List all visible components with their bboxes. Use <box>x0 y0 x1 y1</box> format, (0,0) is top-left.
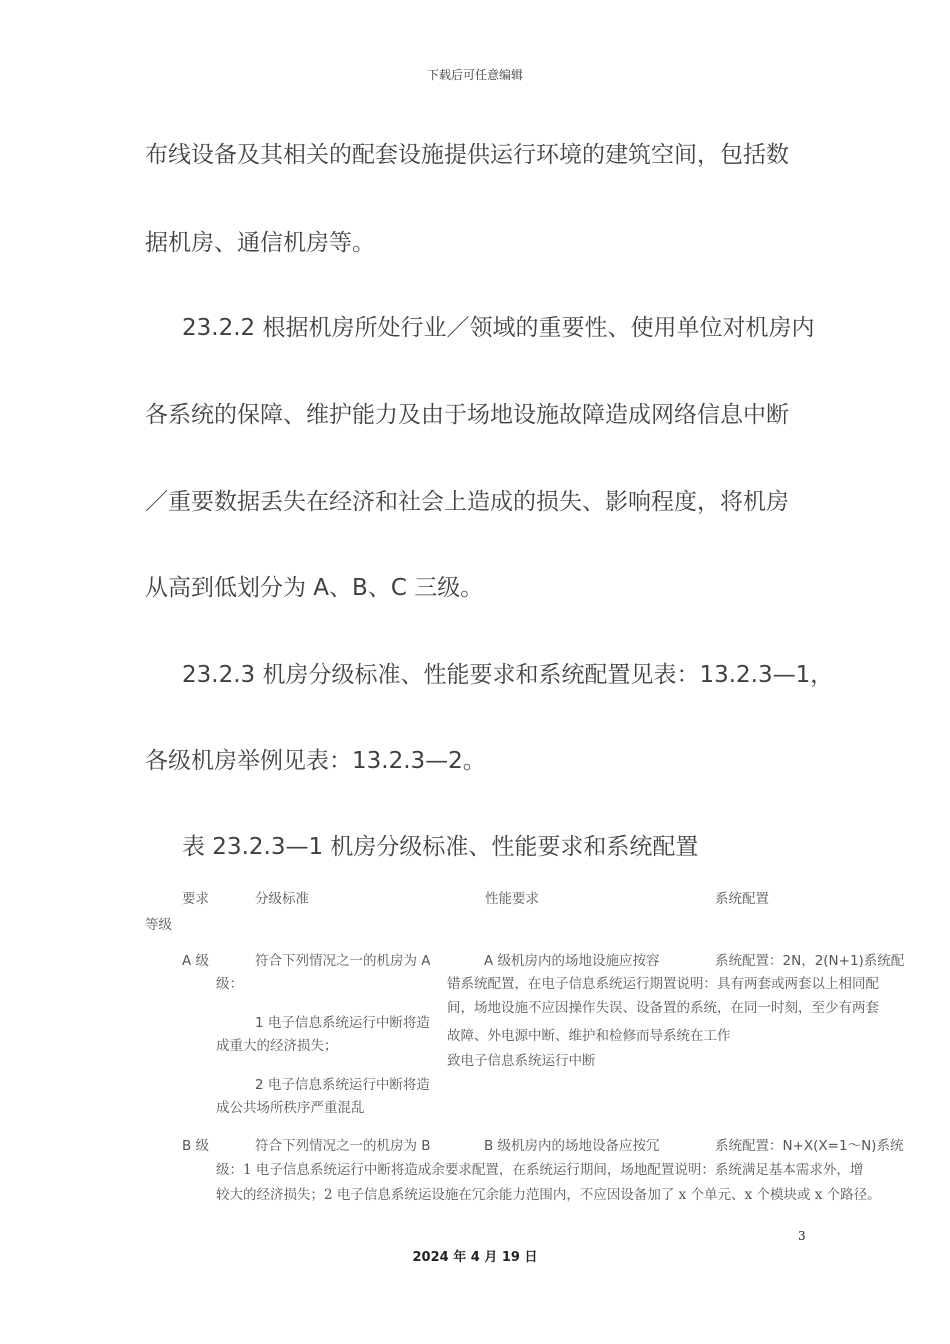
body-paragraph-line: 23.2.3 机房分级标准、性能要求和系统配置见表：13.2.3—1， <box>182 662 834 688</box>
body-paragraph-line: 各级机房举例见表：13.2.3—2。 <box>145 748 486 774</box>
table-corner-grade: 等级 <box>145 917 172 933</box>
footer-date: 2024 年 4 月 19 日 <box>412 1250 538 1265</box>
table-row-a-standard: 1 电子信息系统运行中断将造 <box>255 1015 430 1031</box>
table-row-a-standard: 符合下列情况之一的机房为 A <box>255 953 431 969</box>
table-caption: 表 23.2.3—1 机房分级标准、性能要求和系统配置 <box>182 834 699 860</box>
table-row-a-grade: A 级 <box>182 953 210 969</box>
table-row-a-standard: 2 电子信息系统运行中断将造 <box>255 1077 430 1093</box>
body-paragraph-line: 布线设备及其相关的配套设施提供运行环境的建筑空间，包括数 <box>145 142 789 168</box>
table-row-b-grade: B 级 <box>182 1138 210 1154</box>
body-paragraph-line: 从高到低划分为 A、B、C 三级。 <box>145 575 484 601</box>
table-row-a-standard: 成公共场所秩序严重混乱 <box>216 1100 365 1116</box>
table-header-config: 系统配置 <box>715 891 769 907</box>
page-header: 下载后可任意编辑 <box>426 68 523 82</box>
table-row-a-config: 系统配置：2N，2(N+1)系统配 <box>715 953 905 969</box>
table-row-a-standard: 成重大的经济损失； <box>216 1038 338 1054</box>
table-header-standard: 分级标准 <box>255 891 309 907</box>
table-row-b-standard: 符合下列情况之一的机房为 B <box>255 1138 431 1154</box>
table-row-a-merged-line: 错系统配置，在电子信息系统运行期置说明：具有两套或两套以上相同配 <box>447 976 879 992</box>
body-paragraph-line: 据机房、通信机房等。 <box>145 230 375 256</box>
table-row-a-merged-line: 故障、外电源中断、维护和检修而导系统在工作 <box>447 1028 731 1044</box>
table-header-performance: 性能要求 <box>485 891 539 907</box>
table-row-a-merged-line: 致电子信息系统运行中断 <box>447 1053 596 1069</box>
table-row-a-merged-line: 间，场地设施不应因操作失误、设备置的系统，在同一时刻，至少有两套 <box>447 1000 879 1016</box>
table-row-b-config: 系统配置：N+X(X=1～N)系统 <box>715 1138 904 1154</box>
table-row-a-performance: A 级机房内的场地设施应按容 <box>484 953 660 969</box>
page-number: 3 <box>798 1229 806 1243</box>
body-paragraph-line: 23.2.2 根据机房所处行业／领域的重要性、使用单位对机房内 <box>182 315 815 341</box>
table-row-a-standard: 级： <box>216 976 243 992</box>
body-paragraph-line: 各系统的保障、维护能力及由于场地设施故障造成网络信息中断 <box>145 402 789 428</box>
table-corner-requirement: 要求 <box>182 891 209 907</box>
table-row-b-merged-line: 较大的经济损失；2 电子信息系统运设施在冗余能力范围内，不应因设备加了 x 个单元、x 个模块或 x 个路径。 <box>216 1187 881 1203</box>
table-row-b-performance: B 级机房内的场地设备应按冗 <box>484 1138 660 1154</box>
table-row-b-merged-line: 级：1 电子信息系统运行中断将造成余要求配置，在系统运行期间，场地配置说明：系统满足基本需求外，增 <box>216 1162 864 1178</box>
body-paragraph-line: ／重要数据丢失在经济和社会上造成的损失、影响程度，将机房 <box>145 489 789 515</box>
